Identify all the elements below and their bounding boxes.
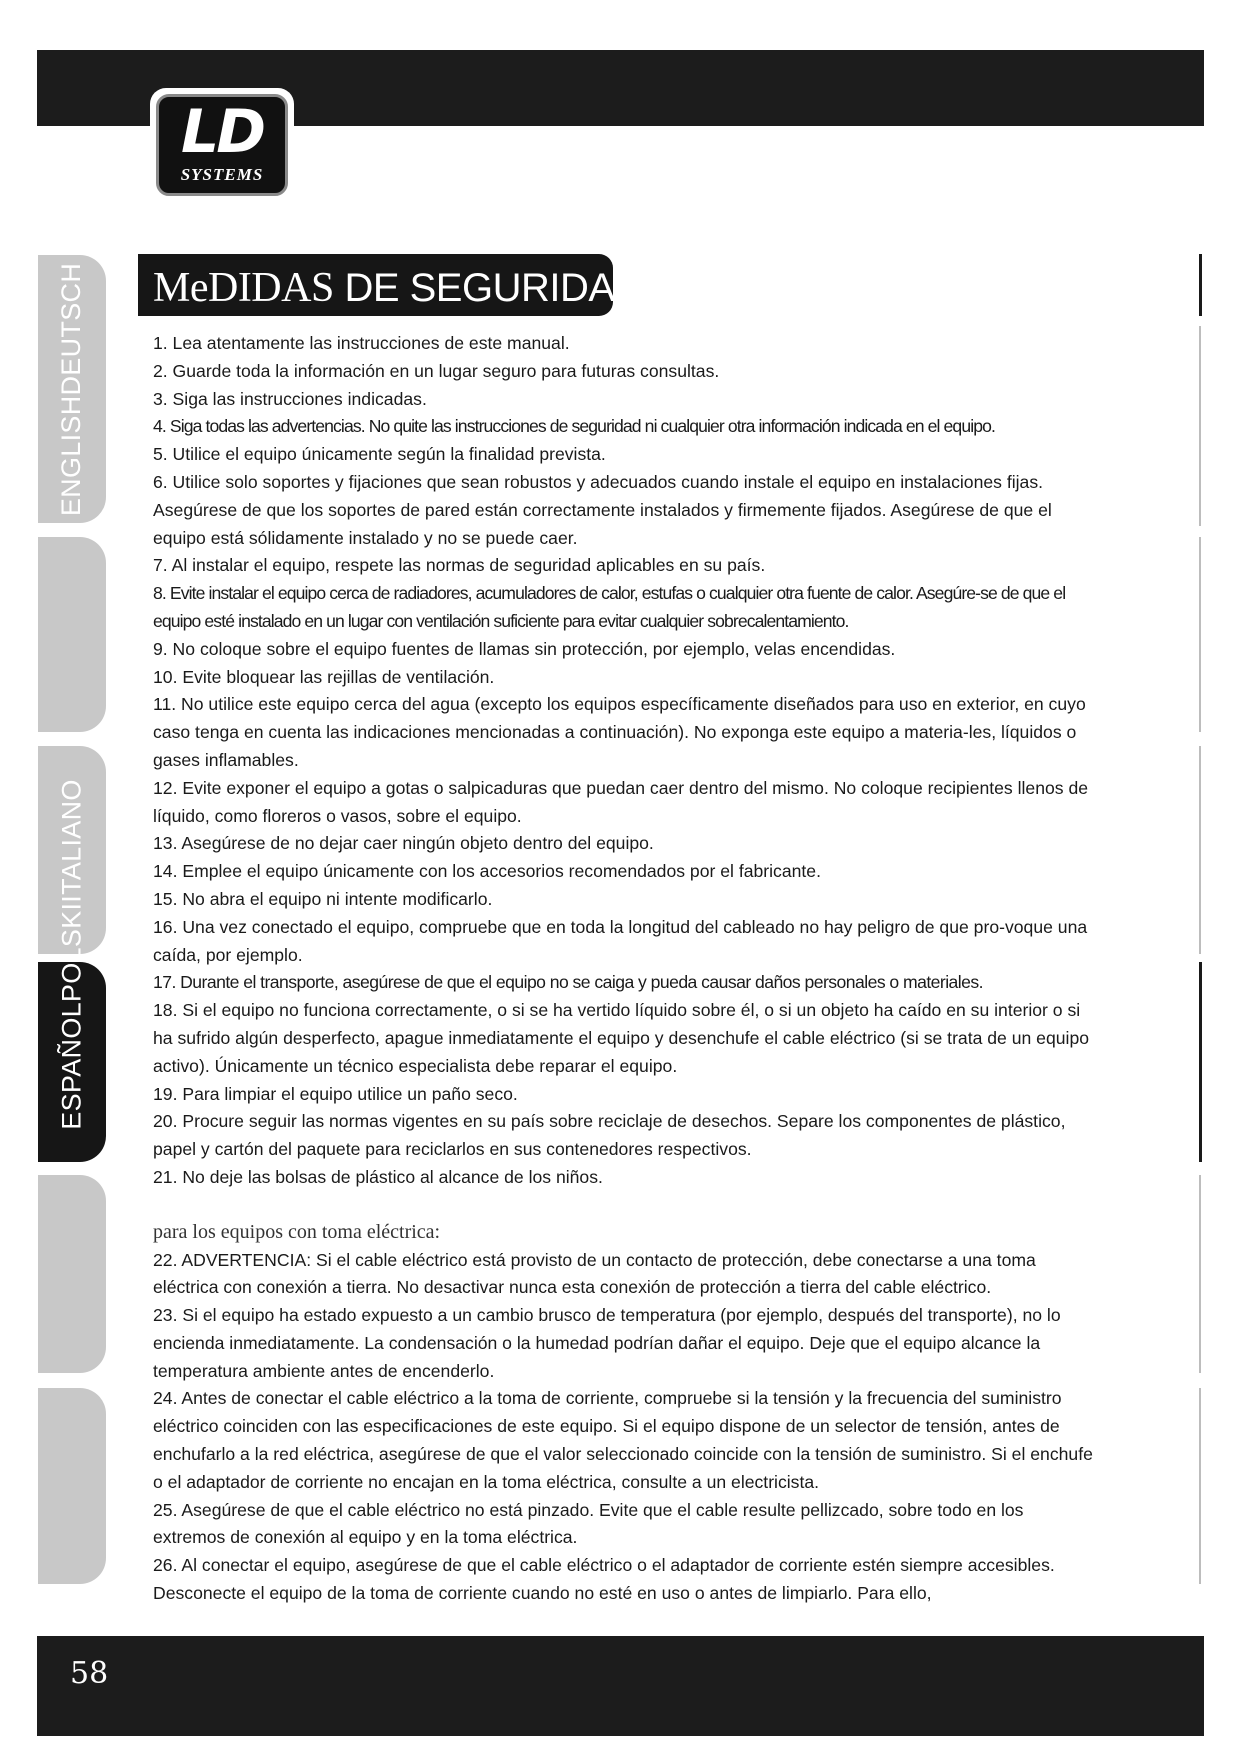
list-item: 17. Durante el transporte, asegúrese de que el equipo no se caiga y pueda causar daños personales o materiales.	[153, 972, 983, 993]
tab-espanol-label-wrap	[38, 748, 106, 1160]
footer-bar	[37, 1636, 1204, 1736]
ld-systems-logo	[150, 88, 294, 202]
right-rule	[1199, 1388, 1201, 1584]
section-subheading: para los equipos con toma eléctrica:	[153, 1220, 441, 1243]
list-item: 20. Procure seguir las normas vigentes en su país sobre reciclaje de desechos. Separe los componentes de plástico, papel y cartón del paquete para reciclarlos en sus contenedores respectivos.	[153, 1111, 1066, 1160]
list-item: 9. No coloque sobre el equipo fuentes de llamas sin protección, por ejemplo, velas encendidas.	[153, 638, 896, 659]
tab-english-deutsch-label: ENGLISHDEUTSCH	[56, 262, 87, 516]
tab-espanol-polski-italiano-label: ESPAÑOLPOLSKIITALIANO	[56, 778, 87, 1130]
right-rule	[1199, 962, 1202, 1162]
list-item: 5. Utilice el equipo únicamente según la finalidad prevista.	[153, 444, 606, 465]
list-item: 22. ADVERTENCIA: Si el cable eléctrico está provisto de un contacto de protección, debe conectarse a una toma eléctrica con conexión a tierra. No desactivar nunca esta conexión de protección a tierra del cable eléctrico.	[153, 1249, 1036, 1298]
logo-sub-text: SYSTEMS	[180, 165, 264, 184]
list-item: 3. Siga las instrucciones indicadas.	[153, 388, 427, 409]
list-item: 1. Lea atentamente las instrucciones de este manual.	[153, 333, 570, 353]
list-item: 7. Al instalar el equipo, respete las normas de seguridad aplicables en su país.	[153, 555, 766, 576]
list-item: 14. Emplee el equipo únicamente con los accesorios recomendados por el fabricante.	[153, 861, 821, 882]
right-rule	[1199, 746, 1201, 954]
logo-main-text: LD	[180, 97, 264, 167]
page-title-part2: DE SEGURIDAD:	[333, 266, 654, 310]
list-item: 19. Para limpiar el equipo utilice un paño seco.	[153, 1083, 518, 1104]
right-rule	[1199, 1175, 1201, 1373]
list-item: 15. No abra el equipo ni intente modificarlo.	[153, 888, 493, 909]
list-item: 24. Antes de conectar el cable eléctrico a la toma de corriente, compruebe si la tensión y la frecuencia del suministro eléctrico coinciden con las especificaciones de este equipo. Si el equipo dispone de un selector de tensión, antes de enchufarlo a la red eléctrica, asegúrese de que el valor seleccionado coincide con la tensión de suministro. Si el enchufe o el adaptador de corriente no encajan en la toma eléctrica, consulte a un electricista.	[153, 1388, 1093, 1492]
tab-blank-4[interactable]	[38, 1388, 106, 1584]
right-rule	[1199, 326, 1201, 526]
tab-blank-1[interactable]	[38, 537, 106, 732]
safety-instructions	[153, 330, 1093, 1608]
list-item: 10. Evite bloquear las rejillas de ventilación.	[153, 666, 495, 687]
list-item: 2. Guarde toda la información en un lugar seguro para futuras consultas.	[153, 360, 720, 381]
right-rule	[1199, 254, 1202, 316]
tab-blank-3[interactable]	[38, 1175, 106, 1373]
list-item: 23. Si el equipo ha estado expuesto a un cambio brusco de temperatura (por ejemplo, después del transporte), no lo encienda inmediatamente. La condensación o la humedad podrían dañar el equipo. Deje que el equipo alcance la temperatura ambiente antes de encenderlo.	[153, 1305, 1061, 1381]
list-item: 11. No utilice este equipo cerca del agua (excepto los equipos específicamente diseñados para uso en exterior, en cuyo caso tenga en cuenta las indicaciones mencionadas a continuación). No exponga este equipo a materia-les, líquidos o gases inflamables.	[153, 694, 1086, 770]
tab-english-deutsch-label-wrap	[38, 255, 106, 523]
right-rule	[1199, 537, 1201, 732]
page-number: 58	[70, 1656, 109, 1691]
list-item: 8. Evite instalar el equipo cerca de radiadores, acumuladores de calor, estufas o cualquier otra fuente de calor. Asegúre-se de que el equipo esté instalado en un lugar con ventilación suficiente para evitar cualquier sobrecalentamiento.	[153, 583, 1066, 631]
page-title-part1: MeDIDAS	[153, 265, 334, 311]
list-item: 26. Al conectar el equipo, asegúrese de que el cable eléctrico o el adaptador de corriente estén siempre accesibles. Desconecte el equipo de la toma de corriente cuando no esté en uso o antes de limpiarlo. Para ello,	[153, 1555, 1055, 1604]
list-item: 12. Evite exponer el equipo a gotas o salpicaduras que puedan caer dentro del mismo. No coloque recipientes llenos de líquido, como floreros o vasos, sobre el equipo.	[153, 777, 1089, 826]
list-item: 21. No deje las bolsas de plástico al alcance de los niños.	[153, 1166, 603, 1187]
list-item: 13. Asegúrese de no dejar caer ningún objeto dentro del equipo.	[153, 833, 654, 854]
list-item: 16. Una vez conectado el equipo, compruebe que en toda la longitud del cableado no hay peligro de que pro-voque una caída, por ejemplo.	[153, 916, 1088, 965]
list-item: 18. Si el equipo no funciona correctamente, o si se ha vertido líquido sobre él, o si un objeto ha caído en su interior o si ha sufrido algún desperfecto, apague inmediatamente el equipo y desenchufe el cable eléctrico (si se trata de un equipo activo). Únicamente un técnico especialista debe reparar el equipo.	[153, 1000, 1090, 1076]
list-item: 4. Siga todas las advertencias. No quite las instrucciones de seguridad ni cualquier otra información indicada en el equipo.	[153, 416, 995, 437]
list-item: 6. Utilice solo soportes y fijaciones que sean robustos y adecuados cuando instale el equipo en instalaciones fijas. Asegúrese de que los soportes de pared están correctamente instalados y firmemente fijados. Asegúrese de que el equipo está sólidamente instalado y no se puede caer.	[153, 471, 1052, 548]
list-item: 25. Asegúrese de que el cable eléctrico no está pinzado. Evite que el cable resulte pellizcado, sobre todo en los extremos de conexión al equipo y en la toma eléctrica.	[153, 1499, 1024, 1548]
page-title	[153, 260, 654, 315]
